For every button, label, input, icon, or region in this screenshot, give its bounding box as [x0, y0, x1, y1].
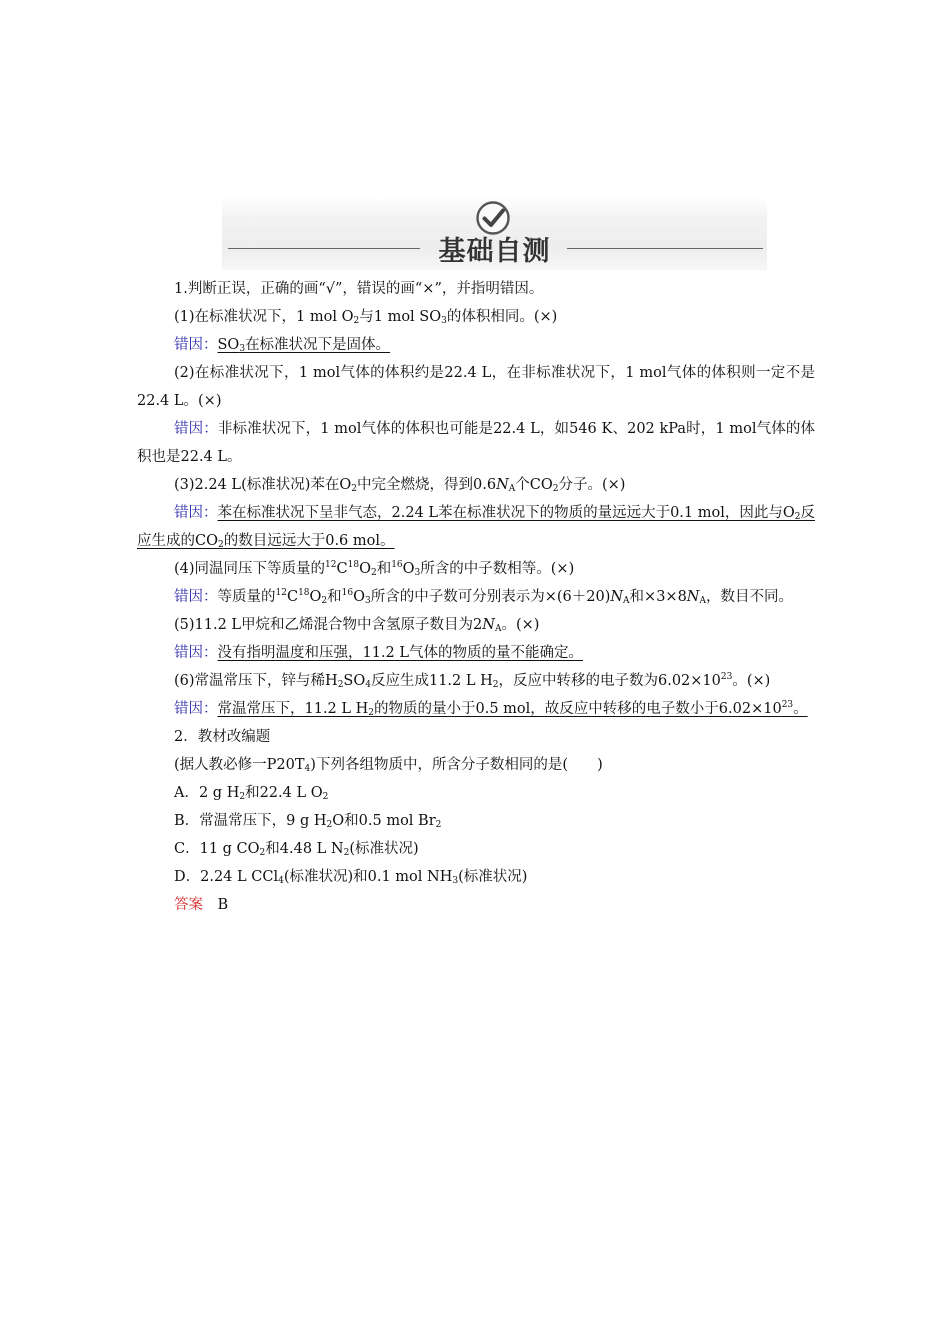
q1-reason-6: 错因：常温常压下，11.2 L $H_2$的物质的量小于0.5 mol，故反应中转移的电子数小于$6.02\times 10^{23}$。 — [174, 700, 808, 718]
reason-label: 错因： — [174, 645, 218, 661]
banner-title: 基础自测 — [438, 236, 551, 267]
q2-option-a: A．2 g $H_2$和22.4 L $O_2$ — [174, 785, 329, 802]
q2-answer — [137, 891, 815, 919]
q1-item-4: (4)同温同压下等质量的$^{12}C^{18}O_2$和$^{16}O_3$所含的中子数相等。(×) — [174, 560, 575, 578]
q1-stem: 1.判断正误，正确的画“√”，错误的画“×”，并指明错因。 — [174, 281, 544, 297]
reason-label: 错因： — [174, 337, 218, 353]
q1-item-3: (3)2.24 L(标准状况)苯在$O_2$中完全燃烧，得到$0.6N_A$个$CO_2$分子。(×) — [174, 477, 626, 494]
q2-option-d: D．2.24 L CCl$_4$(标准状况)和0.1 mol $NH_3$(标准状况) — [174, 869, 528, 886]
reason-label: 错因： — [174, 589, 218, 605]
answer-value: B — [217, 897, 229, 913]
q1-reason-2: 错因：非标准状况下，1 mol气体的体积也可能是22.4 L，如546 K、202 kPa时，1 mol气体的体积也是22.4 L。 — [137, 421, 815, 465]
q2-option-c: C．11 g $CO_2$和4.48 L $N_2$(标准状况) — [174, 841, 419, 858]
q1-item-2: (2)在标准状况下，1 mol气体的体积约是22.4 L，在非标准状况下，1 mol气体的体积则一定不是22.4 L。(×) — [137, 365, 815, 409]
reason-label: 错因： — [174, 505, 218, 521]
q2-option-b: B．常温常压下，9 g $H_2O$和0.5 mol $Br_2$ — [174, 813, 442, 830]
q2-title: 2．教材改编题 — [174, 729, 271, 745]
exercise-content — [137, 275, 815, 919]
q1-reason-5: 错因：没有指明温度和压强，11.2 L气体的物质的量不能确定。 — [174, 645, 584, 661]
q1-item-6: (6)常温常压下，锌与稀$H_2SO_4$反应生成11.2 L $H_2$，反应中转移的电子数为$6.02\times 10^{23}$。(×) — [174, 672, 771, 690]
q1-reason-1: 错因：$SO_3$在标准状况下是固体。 — [174, 337, 391, 354]
banner-rule-right — [567, 248, 763, 249]
q1-item-1: (1)在标准状况下，1 mol $O_2$与1 mol $SO_3$的体积相同。(×) — [174, 309, 558, 326]
q2-stem: (据人教必修一$P20T_4$)下列各组物质中，所含分子数相同的是( ) — [174, 757, 603, 774]
reason-label: 错因： — [174, 421, 218, 437]
q1-reason-4: 错因：等质量的$^{12}C^{18}O_2$和$^{16}O_3$所含的中子数可分别表示为$\times(6+20)N_A$和$\times 3\times 8N_A$，数目不同。 — [174, 588, 793, 606]
banner-rule-left — [228, 248, 420, 249]
section-banner — [222, 196, 767, 270]
q1-reason-3: 错因：苯在标准状况下呈非气态，2.24 L苯在标准状况下的物质的量远远大于0.1 mol，因此与$O_2$反应生成的$CO_2$的数目远远大于0.6 mol。 — [137, 505, 816, 550]
answer-label: 答案 — [174, 897, 203, 913]
reason-label: 错因： — [174, 701, 218, 717]
q1-item-5: (5)11.2 L甲烷和乙烯混合物中含氢原子数目为$2N_A$。(×) — [174, 617, 540, 634]
